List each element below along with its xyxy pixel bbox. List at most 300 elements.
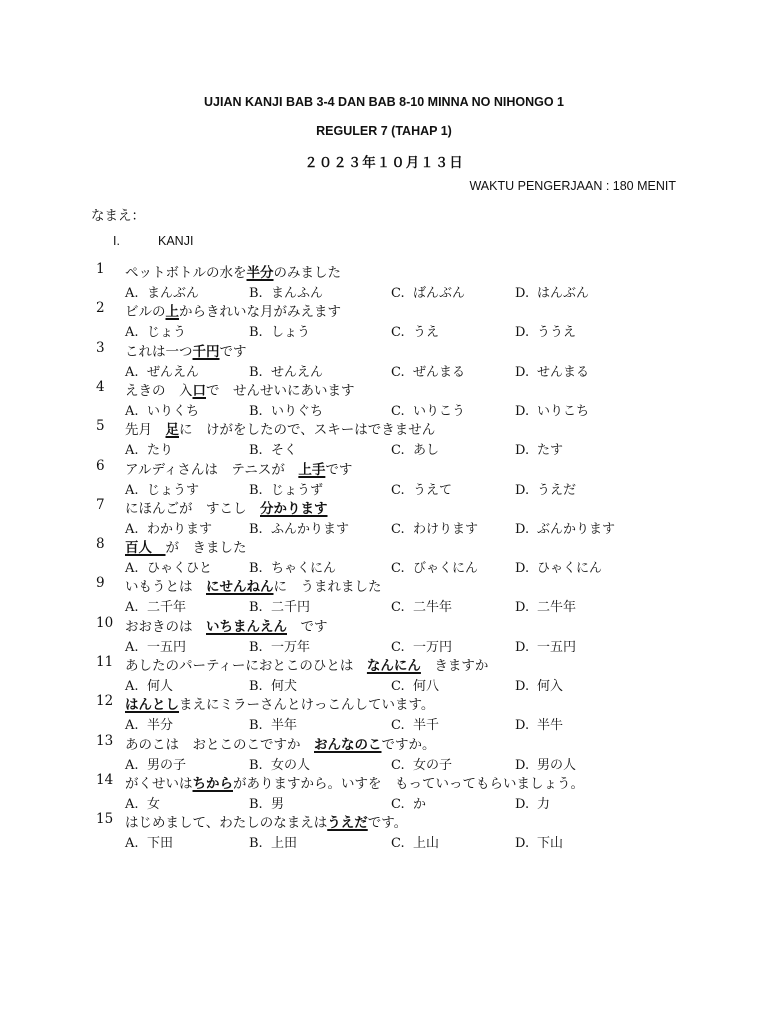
option-letter: C.: [391, 286, 405, 301]
question-text-after: です。: [367, 815, 408, 832]
answer-options: [0, 282, 768, 300]
question-item: [0, 811, 768, 850]
option-a[interactable]: [125, 439, 173, 458]
question-text-before: ビルの: [125, 304, 166, 321]
question-text: [125, 654, 488, 674]
option-text: せんまる: [537, 364, 590, 380]
option-c[interactable]: [391, 714, 439, 733]
option-text: じょうす: [147, 482, 200, 498]
option-letter: C.: [391, 561, 405, 577]
option-letter: A.: [125, 286, 139, 301]
option-letter: D.: [515, 443, 530, 459]
answer-options: [0, 479, 768, 497]
option-letter: B.: [249, 796, 263, 812]
question-number: 14: [96, 771, 114, 788]
question-number: 7: [96, 496, 105, 513]
time-limit: WAKTU PENGERJAAN : 180 MENIT: [469, 179, 676, 193]
exam-title: UJIAN KANJI BAB 3-4 DAN BAB 8-10 MINNA NO NIHONGO 1: [204, 95, 564, 109]
option-d[interactable]: [515, 714, 563, 733]
option-a[interactable]: [125, 754, 186, 773]
option-letter: D.: [515, 561, 530, 577]
option-letter: D.: [515, 286, 530, 301]
option-letter: B.: [249, 403, 263, 419]
answer-options: [0, 714, 768, 732]
option-text: たす: [537, 443, 564, 459]
option-text: ぜんまる: [413, 364, 466, 380]
option-d[interactable]: [515, 793, 550, 812]
option-b[interactable]: [249, 321, 310, 340]
answer-options: [0, 321, 768, 339]
answer-options: [0, 439, 768, 457]
option-d[interactable]: [515, 675, 563, 694]
option-text: 半牛: [537, 718, 564, 734]
option-c[interactable]: [391, 754, 452, 773]
option-c[interactable]: [391, 282, 465, 301]
option-b[interactable]: [249, 832, 297, 851]
option-a[interactable]: [125, 675, 173, 694]
option-letter: B.: [249, 679, 263, 694]
option-text: ちゃくにん: [271, 561, 337, 577]
option-letter: B.: [249, 286, 263, 301]
option-b[interactable]: [249, 400, 323, 419]
option-text: そく: [271, 443, 298, 459]
option-letter: D.: [515, 718, 530, 734]
option-letter: B.: [249, 600, 263, 616]
option-text: いりくち: [147, 403, 200, 419]
question-number: 12: [96, 693, 114, 710]
option-d[interactable]: [515, 636, 576, 655]
option-b[interactable]: [249, 479, 323, 498]
question-underlined-word: はんとし: [125, 697, 179, 714]
option-text: ふんかります: [271, 521, 350, 537]
question-underlined-word: 百人: [125, 540, 166, 557]
option-a[interactable]: [125, 321, 186, 340]
option-letter: D.: [515, 521, 530, 537]
option-c[interactable]: [391, 400, 465, 419]
option-letter: B.: [249, 836, 263, 852]
answer-options: [0, 675, 768, 693]
answer-options: [0, 518, 768, 536]
option-text: わけります: [413, 521, 479, 537]
option-letter: B.: [249, 718, 263, 734]
option-text: 何人: [147, 679, 174, 694]
option-letter: D.: [515, 796, 530, 812]
option-letter: A.: [125, 757, 139, 773]
option-b[interactable]: [249, 518, 349, 537]
option-c[interactable]: [391, 321, 439, 340]
option-text: 半年: [271, 718, 298, 734]
option-text: まんふん: [271, 286, 324, 301]
question-text: [125, 261, 341, 281]
option-letter: B.: [249, 482, 263, 498]
option-d[interactable]: [515, 754, 576, 773]
option-letter: A.: [125, 325, 139, 341]
option-letter: B.: [249, 521, 263, 537]
section-number: I.: [113, 234, 120, 248]
question-underlined-word: 千円: [192, 343, 220, 360]
question-line: [0, 379, 768, 399]
option-text: うえだ: [537, 482, 577, 498]
question-item: [0, 654, 768, 693]
option-a[interactable]: [125, 361, 199, 380]
question-text-before: いもうとは: [125, 579, 206, 596]
option-text: 男の子: [147, 757, 187, 773]
option-text: いりぐち: [271, 403, 324, 419]
option-letter: B.: [249, 639, 263, 655]
question-number: 11: [96, 654, 114, 670]
option-text: 女: [147, 796, 161, 812]
question-text: [125, 693, 434, 713]
option-text: 二牛年: [537, 600, 577, 616]
question-text-after: きますか: [420, 658, 489, 674]
option-letter: B.: [249, 443, 263, 459]
question-line: [0, 536, 768, 556]
option-d[interactable]: [515, 518, 615, 537]
option-b[interactable]: [249, 361, 323, 380]
question-text: [125, 379, 355, 399]
option-d[interactable]: [515, 832, 563, 851]
question-text-after: からきれいな月がみえます: [179, 304, 341, 321]
option-letter: C.: [391, 679, 405, 694]
option-letter: D.: [515, 364, 530, 380]
question-text-after: です: [219, 343, 247, 360]
option-a[interactable]: [125, 596, 186, 615]
option-letter: A.: [125, 639, 139, 655]
question-line: [0, 654, 768, 674]
option-text: 一万円: [413, 639, 453, 655]
answer-options: [0, 596, 768, 614]
option-c[interactable]: [391, 596, 452, 615]
question-text: [125, 458, 352, 478]
question-underlined-word: 上: [165, 304, 179, 321]
option-text: ううえ: [537, 325, 577, 341]
option-letter: A.: [125, 718, 139, 734]
option-letter: A.: [125, 403, 139, 419]
question-item: [0, 340, 768, 379]
question-text-after: のみました: [273, 265, 341, 281]
option-b[interactable]: [249, 439, 297, 458]
question-number: 10: [96, 614, 114, 631]
question-text: [125, 811, 407, 831]
question-text: [125, 340, 247, 360]
question-underlined-word: 半分: [246, 265, 274, 281]
question-line: [0, 811, 768, 831]
option-c[interactable]: [391, 557, 478, 576]
question-underlined-word: うえだ: [327, 815, 368, 832]
option-text: じょう: [147, 325, 187, 341]
option-letter: C.: [391, 757, 405, 773]
option-b[interactable]: [249, 557, 336, 576]
option-text: せんえん: [271, 364, 324, 380]
question-text-after: がありますから。いすを もっていってもらいましょう。: [233, 775, 584, 792]
option-letter: D.: [515, 403, 530, 419]
question-line: [0, 772, 768, 792]
option-letter: C.: [391, 325, 405, 341]
question-number: 2: [96, 300, 105, 317]
question-text-before: えきの 入: [125, 382, 193, 399]
question-underlined-word: にせんねん: [206, 579, 274, 596]
option-a[interactable]: [125, 518, 212, 537]
option-text: 女の子: [413, 757, 453, 773]
option-letter: C.: [391, 718, 405, 734]
option-letter: C.: [391, 796, 405, 812]
option-text: ひゃくにん: [537, 561, 603, 577]
section-heading: [113, 234, 194, 248]
option-text: 何犬: [271, 679, 298, 694]
option-letter: A.: [125, 482, 139, 498]
option-letter: D.: [515, 639, 530, 655]
question-number: 1: [96, 261, 105, 277]
option-letter: A.: [125, 836, 139, 852]
question-text: [125, 575, 382, 595]
option-a[interactable]: [125, 714, 173, 733]
option-text: 一五円: [537, 639, 577, 655]
question-item: [0, 418, 768, 457]
option-text: 上山: [413, 836, 440, 852]
option-c[interactable]: [391, 479, 452, 498]
option-b[interactable]: [249, 714, 297, 733]
section-title: KANJI: [158, 234, 194, 248]
option-text: わかります: [147, 521, 213, 537]
option-letter: C.: [391, 364, 405, 380]
option-text: いりこち: [537, 403, 590, 419]
option-text: たり: [147, 443, 174, 459]
option-d[interactable]: [515, 361, 589, 380]
question-item: [0, 575, 768, 614]
option-text: ぜんえん: [147, 364, 200, 380]
question-text: [125, 418, 435, 438]
option-d[interactable]: [515, 321, 576, 340]
option-letter: B.: [249, 561, 263, 577]
option-letter: A.: [125, 796, 139, 812]
question-text-after: に うまれました: [273, 579, 382, 596]
option-letter: A.: [125, 600, 139, 616]
question-item: [0, 458, 768, 497]
question-line: [0, 458, 768, 478]
question-line: [0, 497, 768, 517]
option-letter: C.: [391, 443, 405, 459]
question-text: [125, 497, 328, 517]
question-item: [0, 733, 768, 772]
option-letter: C.: [391, 836, 405, 852]
question-text-after: が きました: [165, 540, 247, 557]
question-underlined-word: 口: [192, 382, 206, 399]
question-text-after: です: [325, 461, 353, 478]
option-d[interactable]: [515, 439, 563, 458]
question-text-before: がくせいは: [125, 775, 193, 792]
option-a[interactable]: [125, 793, 160, 812]
option-c[interactable]: [391, 793, 426, 812]
exam-subtitle: REGULER 7 (TAHAP 1): [316, 124, 452, 138]
question-item: [0, 615, 768, 654]
question-item: [0, 261, 768, 300]
option-a[interactable]: [125, 832, 173, 851]
option-c[interactable]: [391, 636, 452, 655]
option-text: 二千年: [147, 600, 187, 616]
option-text: うえて: [413, 482, 453, 498]
name-label: なまえ：: [91, 208, 145, 224]
option-text: 女の人: [271, 757, 311, 773]
option-text: うえ: [413, 325, 440, 341]
option-text: しょう: [271, 325, 311, 341]
question-text-after: まえにミラーさんとけっこんしています。: [179, 697, 435, 714]
question-text-before: ペットボトルの水を: [125, 265, 247, 281]
option-letter: D.: [515, 325, 530, 341]
option-letter: B.: [249, 757, 263, 773]
option-letter: A.: [125, 521, 139, 537]
option-c[interactable]: [391, 675, 439, 694]
option-letter: D.: [515, 600, 530, 616]
option-text: まんぶん: [147, 286, 200, 301]
option-letter: D.: [515, 757, 530, 773]
question-number: 8: [96, 536, 105, 553]
question-item: [0, 772, 768, 811]
option-letter: C.: [391, 482, 405, 498]
question-item: [0, 379, 768, 418]
question-item: [0, 536, 768, 575]
option-c[interactable]: [391, 832, 439, 851]
question-text: [125, 536, 247, 556]
question-line: [0, 615, 768, 635]
option-text: びゃくにん: [413, 561, 479, 577]
option-a[interactable]: [125, 400, 199, 419]
answer-options: [0, 636, 768, 654]
question-text-before: これは一つ: [125, 343, 193, 360]
question-number: 5: [96, 418, 105, 435]
option-b[interactable]: [249, 754, 310, 773]
question-number: 15: [96, 811, 114, 828]
option-letter: A.: [125, 443, 139, 459]
option-letter: A.: [125, 561, 139, 577]
option-b[interactable]: [249, 793, 284, 812]
question-text-before: あのこは おとこのこですか: [125, 736, 314, 753]
option-d[interactable]: [515, 557, 602, 576]
option-a[interactable]: [125, 479, 199, 498]
question-underlined-word: 分かります: [260, 500, 328, 517]
question-text-after: で せんせいにあいます: [206, 382, 355, 399]
question-text-before: あしたのパーティーにおとこのひとは: [125, 658, 367, 674]
option-letter: C.: [391, 403, 405, 419]
question-underlined-word: ちから: [192, 775, 233, 792]
exam-date: ２０２３年１０月１３日: [304, 155, 464, 171]
option-text: か: [413, 796, 427, 812]
option-letter: C.: [391, 521, 405, 537]
option-d[interactable]: [515, 479, 576, 498]
option-letter: A.: [125, 679, 139, 694]
option-b[interactable]: [249, 636, 310, 655]
question-number: 9: [96, 575, 105, 592]
option-text: ひゃくひと: [147, 561, 213, 577]
option-text: ぶんかります: [537, 521, 616, 537]
option-text: 下山: [537, 836, 564, 852]
question-item: [0, 497, 768, 536]
option-text: 下田: [147, 836, 174, 852]
question-line: [0, 418, 768, 438]
question-text-before: アルディさんは テニスが: [125, 461, 299, 478]
option-letter: B.: [249, 325, 263, 341]
answer-options: [0, 832, 768, 850]
question-underlined-word: 足: [165, 422, 179, 439]
question-underlined-word: なんにん: [366, 658, 421, 674]
option-d[interactable]: [515, 596, 576, 615]
option-text: 何入: [537, 679, 564, 694]
option-text: あし: [413, 443, 440, 459]
answer-options: [0, 754, 768, 772]
option-text: 一五円: [147, 639, 187, 655]
question-line: [0, 575, 768, 595]
question-line: [0, 261, 768, 281]
option-text: 男の人: [537, 757, 577, 773]
option-letter: D.: [515, 836, 530, 852]
question-number: 13: [96, 732, 114, 749]
option-text: はんぶん: [537, 286, 590, 301]
option-a[interactable]: [125, 557, 212, 576]
option-text: じょうず: [271, 482, 324, 498]
question-text-after: です: [287, 618, 328, 635]
question-underlined-word: 上手: [298, 461, 326, 478]
option-d[interactable]: [515, 282, 589, 301]
option-c[interactable]: [391, 361, 465, 380]
question-text: [125, 772, 584, 792]
option-b[interactable]: [249, 596, 310, 615]
option-a[interactable]: [125, 636, 186, 655]
question-number: 4: [96, 378, 105, 395]
question-text-after: に けがをしたので、スキーはできません: [179, 422, 436, 439]
question-item: [0, 693, 768, 732]
answer-options: [0, 361, 768, 379]
question-line: [0, 733, 768, 753]
question-text-before: 先月: [125, 422, 166, 439]
option-text: 上田: [271, 836, 298, 852]
question-line: [0, 300, 768, 320]
option-text: 半分: [147, 718, 174, 734]
question-text-before: にほんごが すこし: [125, 500, 260, 517]
answer-options: [0, 793, 768, 811]
option-letter: C.: [391, 639, 405, 655]
option-text: 力: [537, 796, 551, 812]
option-c[interactable]: [391, 518, 478, 537]
question-text: [125, 300, 341, 320]
option-letter: C.: [391, 600, 405, 616]
question-text-before: おおきのは: [125, 618, 206, 635]
question-text: [125, 733, 436, 753]
option-text: いりこう: [413, 403, 466, 419]
option-letter: D.: [515, 482, 530, 498]
question-text-before: はじめまして、わたしのなまえは: [125, 815, 328, 832]
option-b[interactable]: [249, 675, 297, 694]
option-b[interactable]: [249, 282, 323, 301]
answer-options: [0, 557, 768, 575]
option-text: 男: [271, 796, 285, 812]
option-text: 何八: [413, 679, 440, 694]
option-a[interactable]: [125, 282, 199, 301]
option-text: 二牛年: [413, 600, 453, 616]
question-line: [0, 693, 768, 713]
option-d[interactable]: [515, 400, 589, 419]
option-letter: D.: [515, 679, 530, 694]
question-number: 3: [96, 339, 105, 356]
option-text: 二千円: [271, 600, 311, 616]
option-letter: B.: [249, 364, 263, 380]
option-c[interactable]: [391, 439, 439, 458]
option-text: 一万年: [271, 639, 311, 655]
question-underlined-word: いちまんえん: [206, 618, 287, 635]
question-text: [125, 615, 328, 635]
option-text: ばんぶん: [413, 286, 466, 301]
option-text: 半千: [413, 718, 440, 734]
question-number: 6: [96, 457, 105, 474]
question-underlined-word: おんなのこ: [314, 736, 382, 753]
